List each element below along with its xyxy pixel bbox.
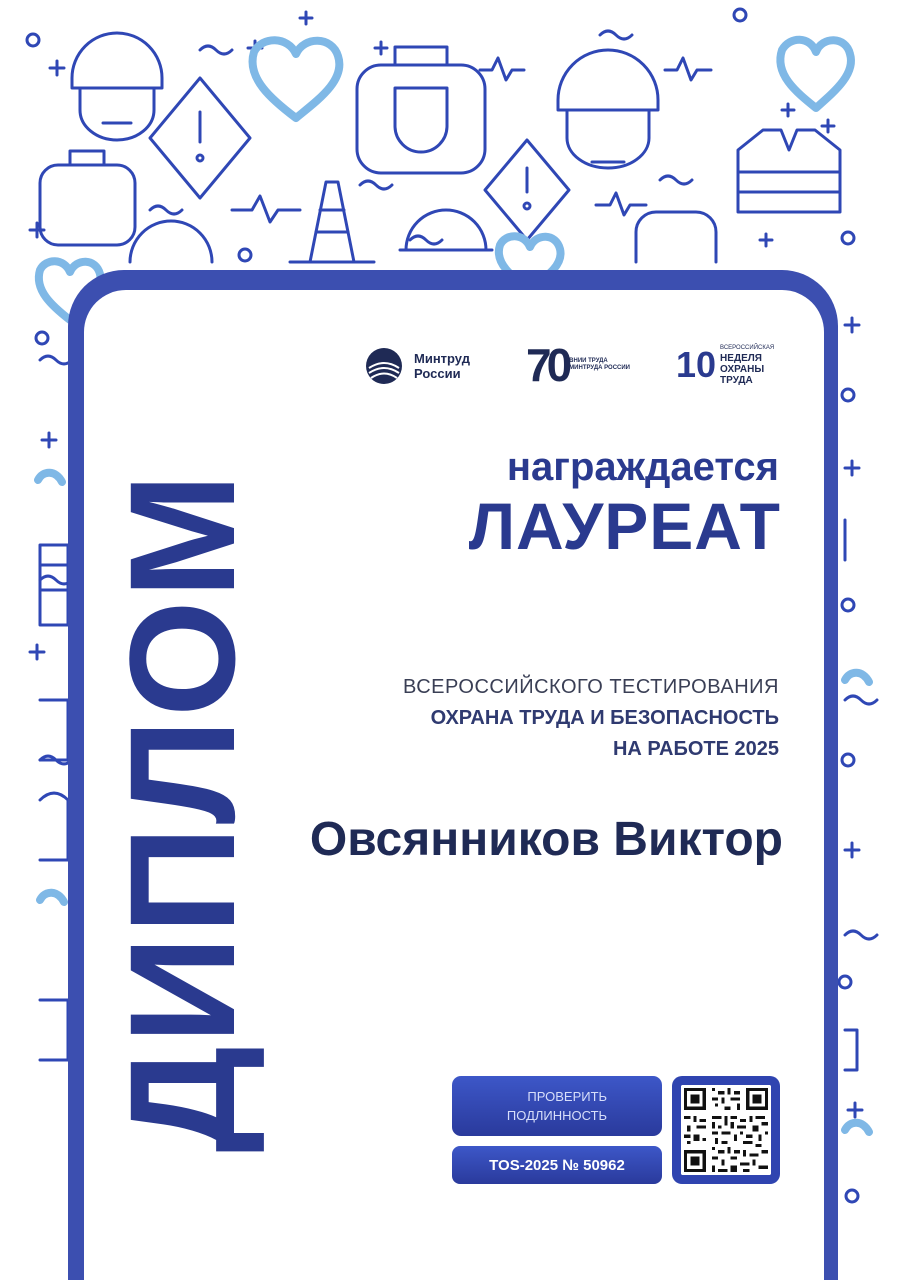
recipient-name: Овсянников Виктор <box>309 813 783 866</box>
event-line-2: ОХРАНА ТРУДА И БЕЗОПАСНОСТЬ <box>430 707 779 729</box>
awarded-label: награждается <box>506 445 779 489</box>
first-aid-kit-icon <box>40 151 135 245</box>
partner-logos <box>364 339 794 394</box>
safety-week-line1: ВСЕРОССИЙСКАЯ <box>720 345 775 351</box>
mintrud-line1: Минтруд <box>414 351 470 366</box>
event-line-3: НА РАБОТЕ 2025 <box>612 738 779 760</box>
certificate-number: TOS-2025 № 50962 <box>452 1146 662 1184</box>
safety-vest-icon <box>738 130 840 212</box>
verify-authenticity-button[interactable] <box>452 1076 662 1136</box>
safety-week-logo <box>676 344 774 386</box>
heart-icon <box>780 40 851 108</box>
mintrud-line2: России <box>414 366 461 381</box>
heart-icon <box>253 40 340 118</box>
qr-code-icon <box>681 1085 771 1175</box>
heartbeat-icon <box>665 58 711 80</box>
vnii-truda-logo <box>526 339 630 391</box>
hard-hat-icon <box>400 210 492 250</box>
hard-hat-icon <box>130 221 212 262</box>
mintrud-emblem-icon <box>364 346 404 386</box>
heartbeat-icon <box>232 196 300 222</box>
safety-week-line3: ОХРАНЫ <box>720 364 765 375</box>
heartbeat-icon <box>596 193 646 215</box>
vnii-anniversary-number: 70 <box>526 339 568 391</box>
vnii-sub: МИНТРУДА РОССИИ <box>569 365 630 371</box>
first-aid-kit-icon <box>357 47 485 173</box>
hard-hat-icon <box>72 33 162 140</box>
qr-code-frame[interactable] <box>672 1076 780 1184</box>
traffic-cone-icon <box>290 182 374 262</box>
warning-sign-icon <box>150 78 250 198</box>
safety-week-line2: НЕДЕЛЯ <box>720 353 762 364</box>
diploma-title-text: ДИПЛОМ <box>98 471 266 1153</box>
mintrud-logo <box>364 346 470 386</box>
heartbeat-icon <box>480 58 524 80</box>
safety-week-line4: ТРУДА <box>720 375 753 386</box>
verify-line2: ПОДЛИННОСТЬ <box>506 1108 608 1123</box>
warning-sign-icon <box>485 140 569 240</box>
safety-week-number: 10 <box>676 344 717 385</box>
hard-hat-icon <box>558 50 658 168</box>
event-line-1: ВСЕРОССИЙСКОГО ТЕСТИРОВАНИЯ <box>403 676 779 698</box>
vnii-name: ВНИИ ТРУДА <box>569 358 608 364</box>
first-aid-kit-icon <box>636 212 716 262</box>
laureate-status: ЛАУРЕАТ <box>468 489 781 563</box>
verify-line1: ПРОВЕРИТЬ <box>527 1089 608 1104</box>
